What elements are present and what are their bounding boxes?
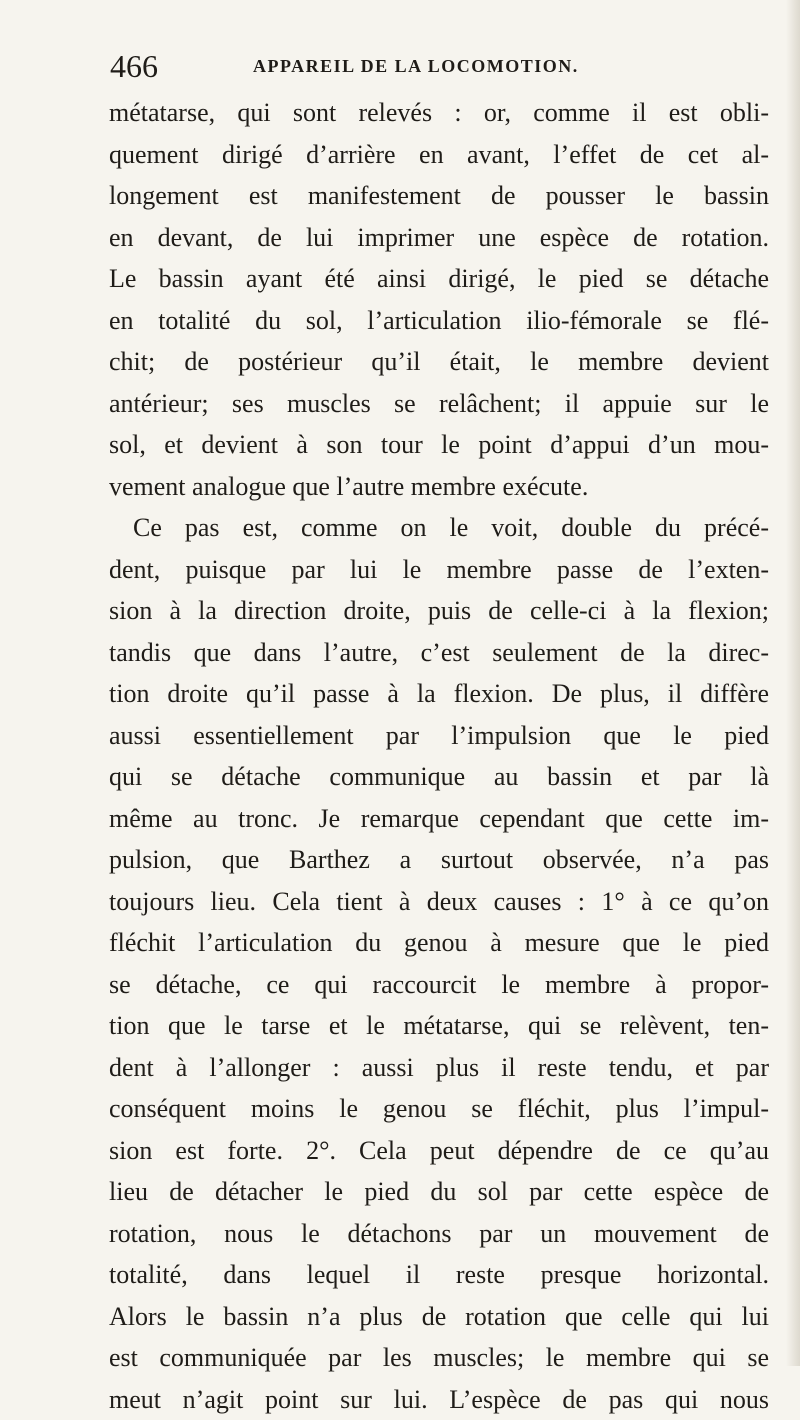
text-line: en devant, de lui imprimer une espèce de rotation. — [109, 217, 769, 259]
text-line: sol, et devient à son tour le point d’appui d’un mou- — [109, 424, 769, 466]
text-line: Ce pas est, comme on le voit, double du précé- — [109, 507, 769, 549]
text-line: longement est manifestement de pousser le bassin — [109, 175, 769, 217]
text-line: sion à la direction droite, puis de celle-ci à la flexion; — [109, 590, 769, 632]
text-line: tion que le tarse et le métatarse, qui se relèvent, ten- — [109, 1005, 769, 1047]
page-edge-shadow — [786, 0, 800, 1366]
text-line: dent à l’allonger : aussi plus il reste tendu, et par — [109, 1047, 769, 1089]
text-line: chit; de postérieur qu’il était, le membre devient — [109, 341, 769, 383]
text-line: pulsion, que Barthez a surtout observée, n’a pas — [109, 839, 769, 881]
text-line: est communiquée par les muscles; le membre qui se — [109, 1337, 769, 1379]
text-line: vement analogue que l’autre membre exécute. — [109, 466, 769, 508]
text-line: aussi essentiellement par l’impulsion que le pied — [109, 715, 769, 757]
text-line: fléchit l’articulation du genou à mesure que le pied — [109, 922, 769, 964]
text-line: meut n’agit point sur lui. L’espèce de pas qui nous — [109, 1379, 769, 1420]
text-line: qui se détache communique au bassin et par là — [109, 756, 769, 798]
text-line: lieu de détacher le pied du sol par cette espèce de — [109, 1171, 769, 1213]
text-line: Le bassin ayant été ainsi dirigé, le pied se détache — [109, 258, 769, 300]
running-title: APPAREIL DE LA LOCOMOTION. — [253, 52, 579, 80]
page-number: 466 — [110, 46, 158, 86]
text-line: conséquent moins le genou se fléchit, plus l’impul- — [109, 1088, 769, 1130]
running-head — [110, 46, 710, 86]
text-line: dent, puisque par lui le membre passe de l’exten- — [109, 549, 769, 591]
text-line: quement dirigé d’arrière en avant, l’effet de cet al- — [109, 134, 769, 176]
text-line: tandis que dans l’autre, c’est seulement de la direc- — [109, 632, 769, 674]
text-line: métatarse, qui sont relevés : or, comme il est obli- — [109, 92, 769, 134]
text-line: se détache, ce qui raccourcit le membre à propor- — [109, 964, 769, 1006]
body-text — [109, 92, 769, 1420]
text-line: sion est forte. 2°. Cela peut dépendre de ce qu’au — [109, 1130, 769, 1172]
text-line: même au tronc. Je remarque cependant que cette im- — [109, 798, 769, 840]
text-line: antérieur; ses muscles se relâchent; il appuie sur le — [109, 383, 769, 425]
text-line: toujours lieu. Cela tient à deux causes : 1° à ce qu’on — [109, 881, 769, 923]
text-line: en totalité du sol, l’articulation ilio-fémorale se flé- — [109, 300, 769, 342]
text-line: totalité, dans lequel il reste presque horizontal. — [109, 1254, 769, 1296]
text-line: rotation, nous le détachons par un mouvement de — [109, 1213, 769, 1255]
text-line: tion droite qu’il passe à la flexion. De plus, il diffère — [109, 673, 769, 715]
text-line: Alors le bassin n’a plus de rotation que celle qui lui — [109, 1296, 769, 1338]
